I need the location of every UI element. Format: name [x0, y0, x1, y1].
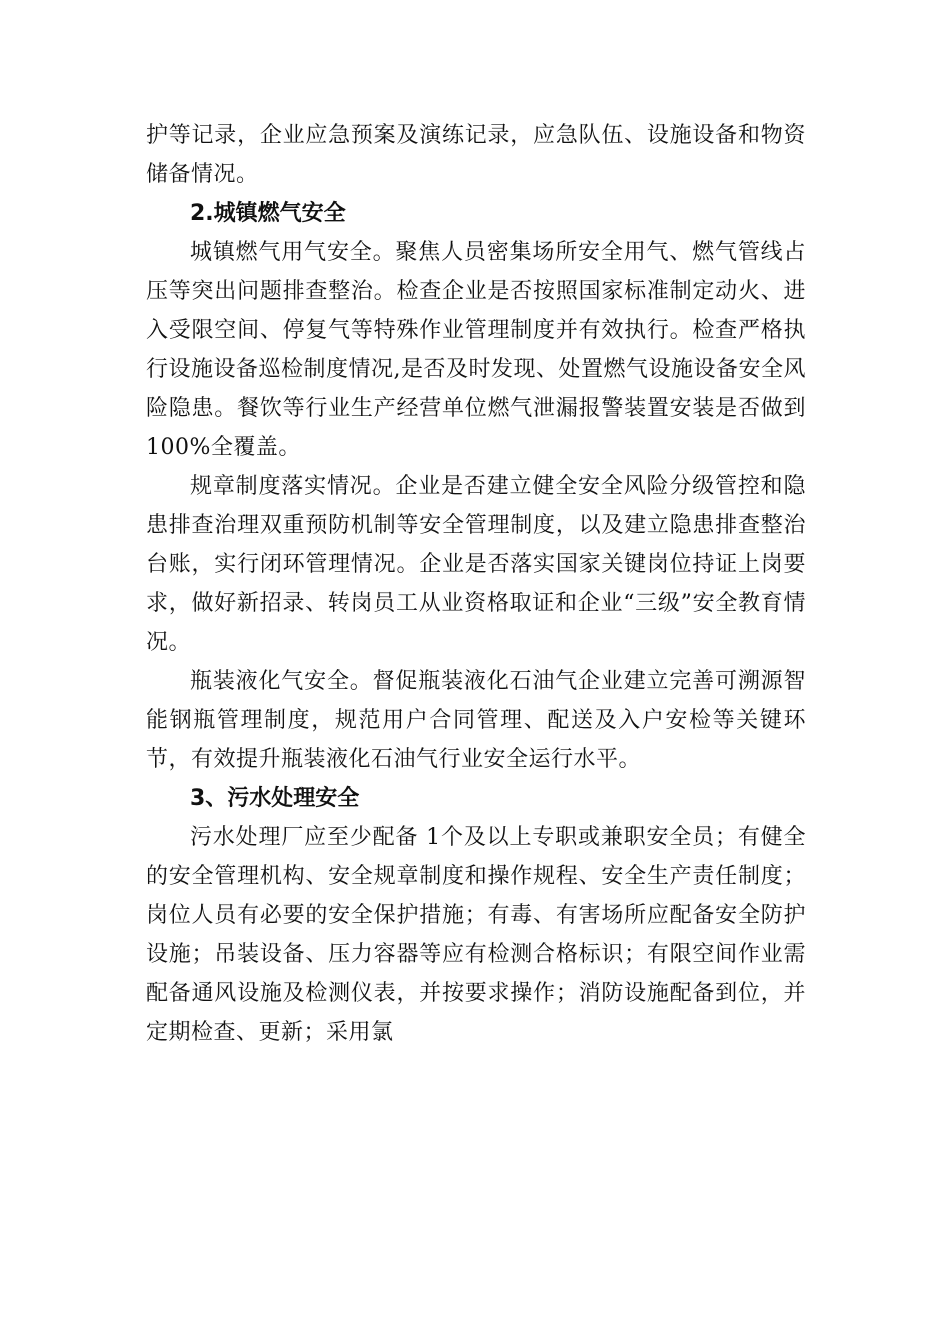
paragraph-continuation: 护等记录，企业应急预案及演练记录，应急队伍、设施设备和物资储备情况。: [146, 123, 806, 187]
document-page: [146, 116, 806, 1052]
paragraph-bottled-lpg: 瓶装液化气安全。督促瓶装液化石油气企业建立完善可溯源智能钢瓶管理制度，规范用户合同管理、配送及入户安检等关键环节，有效提升瓶装液化石油气行业安全运行水平。: [146, 669, 806, 772]
section-heading-gas-safety: 2.城镇燃气安全: [190, 201, 346, 226]
paragraph-regulations: 规章制度落实情况。企业是否建立健全安全风险分级管控和隐患排查治理双重预防机制等安全管理制度，以及建立隐患排查整治台账，实行闭环管理情况。企业是否落实国家关键岗位持证上岗要求，做好新招录、转岗员工从业资格取证和企业“三级”安全教育情况。: [146, 474, 806, 655]
paragraph-gas-usage: 城镇燃气用气安全。聚焦人员密集场所安全用气、燃气管线占压等突出问题排查整治。检查企业是否按照国家标准制定动火、进入受限空间、停复气等特殊作业管理制度并有效执行。检查严格执行设施设备巡检制度情况,是否及时发现、处置燃气设施设备安全风险隐患。餐饮等行业生产经营单位燃气泄漏报警装置安装是否做到100%全覆盖。: [146, 240, 806, 460]
paragraph-sewage: 污水处理厂应至少配备 1个及以上专职或兼职安全员；有健全的安全管理机构、安全规章制度和操作规程、安全生产责任制度；岗位人员有必要的安全保护措施；有毒、有害场所应配备安全防护设施；吊装设备、压力容器等应有检测合格标识；有限空间作业需配备通风设施及检测仪表，并按要求操作；消防设施配备到位，并定期检查、更新；采用氯: [146, 825, 806, 1045]
section-heading-sewage-safety: 3、污水处理安全: [190, 786, 360, 811]
